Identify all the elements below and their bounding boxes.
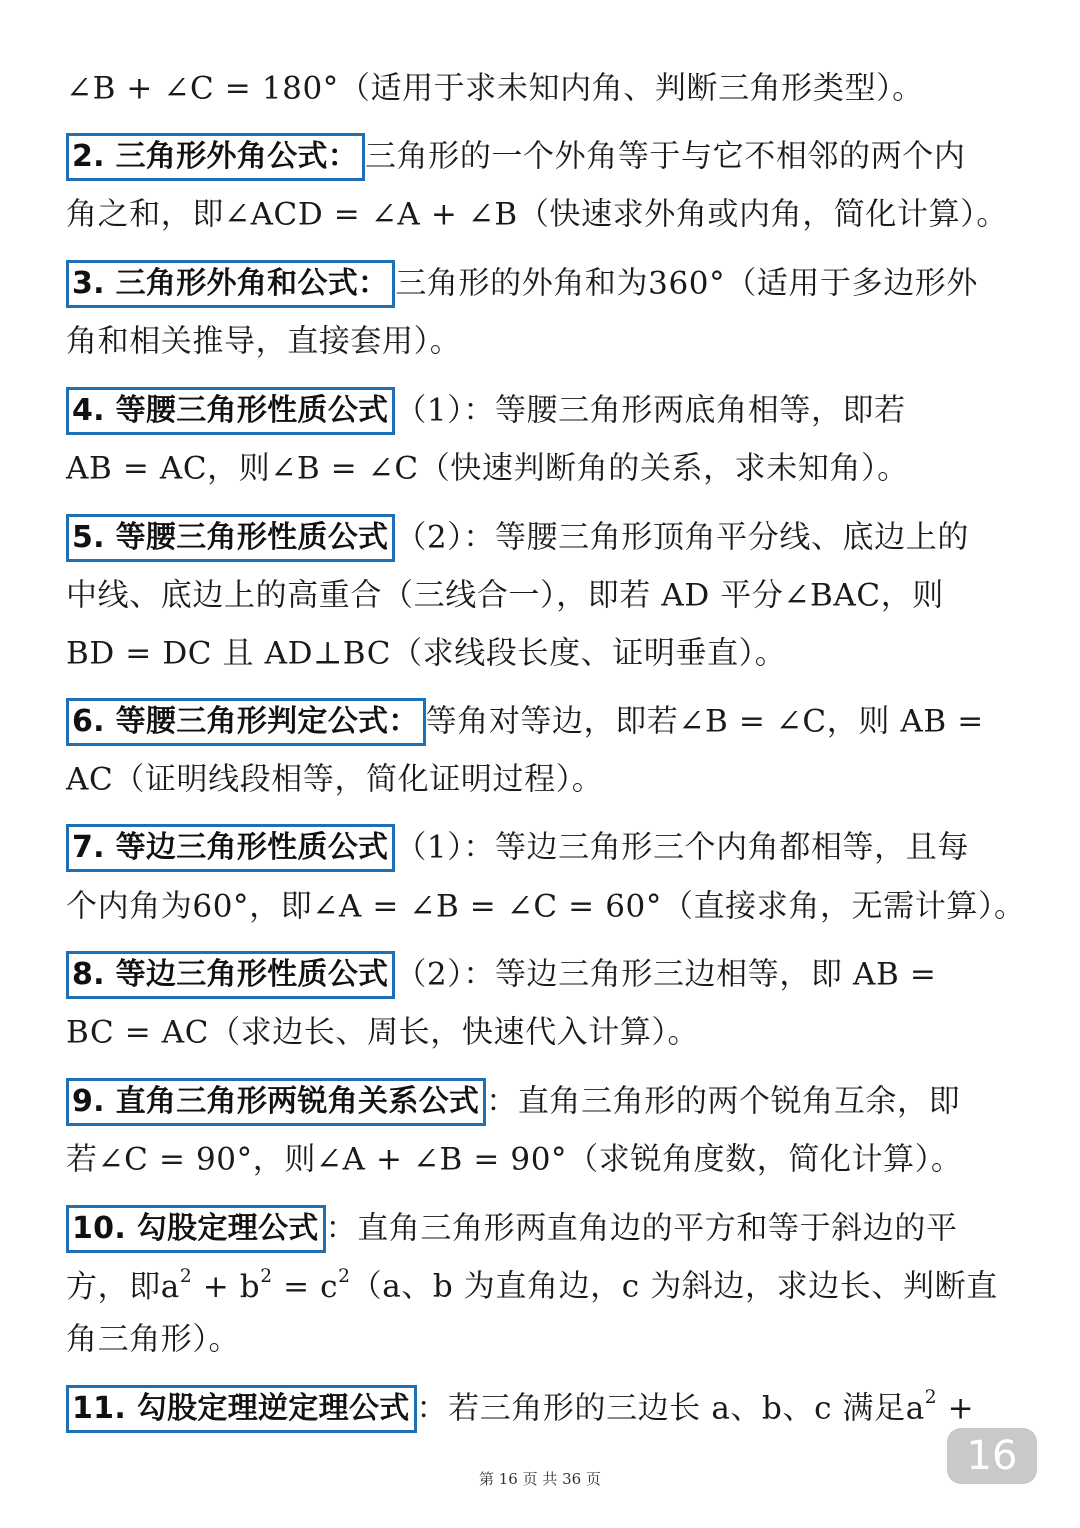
text-line	[66, 315, 1014, 365]
line-text: （a、b 为直角边，c 为斜边，求边长、判断直	[350, 1268, 998, 1305]
formula-heading: 8. 等边三角形性质公式	[66, 951, 395, 999]
line-text: 三角形的一个外角等于与它不相邻的两个内	[365, 138, 966, 175]
formula-prefix: 方，即a	[66, 1268, 180, 1305]
formula-heading: 4. 等腰三角形性质公式	[66, 387, 395, 435]
line-text: （2）：等腰三角形顶角平分线、底边上的	[395, 519, 969, 556]
line-text: 角三角形）。	[66, 1321, 241, 1358]
line-text: 个内角为60°，即∠A = ∠B = ∠C = 60°（直接求角，无需计算）。	[66, 888, 1026, 925]
text-line	[66, 62, 1014, 112]
text-line	[66, 880, 1026, 930]
line-text: （1）：等腰三角形两底角相等，即若	[395, 392, 906, 429]
line-text: 等角对等边，即若∠B = ∠C，则 AB =	[425, 703, 984, 740]
formula-heading: 5. 等腰三角形性质公式	[66, 514, 395, 562]
formula-2	[66, 130, 1014, 180]
formula-6	[66, 695, 1014, 745]
text-line	[66, 442, 1014, 492]
line-text: 角和相关推导，直接套用）。	[66, 323, 462, 360]
line-text: （2）：等边三角形三边相等，即 AB =	[395, 956, 937, 993]
formula-8	[66, 948, 1014, 998]
text-line	[66, 188, 1014, 238]
formula-heading: 2. 三角形外角公式：	[66, 133, 365, 181]
formula-11	[66, 1382, 1014, 1432]
line-text: （1）：等边三角形三个内角都相等，且每	[395, 829, 969, 866]
line-text: ∠B + ∠C = 180°（适用于求未知内角、判断三角形类型）。	[66, 70, 924, 107]
exponent: 2	[338, 1266, 351, 1288]
text-line	[66, 753, 1014, 803]
text-line	[66, 1006, 1014, 1056]
line-text: ：直角三角形的两个锐角互余，即	[486, 1083, 961, 1120]
text-line	[66, 627, 1014, 677]
formula-eq: = c	[272, 1268, 339, 1305]
formula-heading: 3. 三角形外角和公式：	[66, 260, 395, 308]
exponent: 2	[924, 1386, 938, 1408]
page-number-badge: 16	[947, 1428, 1037, 1484]
pythagoras-formula	[66, 1266, 351, 1305]
line-text: AB = AC，则∠B = ∠C（快速判断角的关系，求未知角）。	[66, 450, 909, 487]
formula-4	[66, 384, 1014, 434]
formula-5	[66, 511, 1014, 561]
line-text: 三角形的外角和为360°（适用于多边形外	[395, 265, 978, 302]
line-text: AC（证明线段相等，简化证明过程）。	[66, 761, 604, 798]
line-text: ：若三角形的三边长 a、b、c 满足a	[416, 1390, 925, 1427]
text-line	[66, 1313, 1014, 1363]
line-text: 中线、底边上的高重合（三线合一），即若 AD 平分∠BAC，则	[66, 577, 944, 614]
text-line	[66, 1260, 1014, 1310]
text-line	[66, 569, 1014, 619]
exponent: 2	[260, 1266, 273, 1288]
line-text: BD = DC 且 AD⊥BC（求线段长度、证明垂直）。	[66, 635, 787, 672]
page-footer: 第 16 页 共 36 页	[478, 1470, 601, 1488]
formula-heading: 6. 等腰三角形判定公式：	[66, 698, 426, 746]
line-text: 若∠C = 90°，则∠A + ∠B = 90°（求锐角度数，简化计算）。	[66, 1141, 963, 1178]
line-text: 角之和，即∠ACD = ∠A + ∠B（快速求外角或内角，简化计算）。	[66, 196, 1008, 233]
line-text: ：直角三角形两直角边的平方和等于斜边的平	[325, 1210, 958, 1247]
formula-7	[66, 821, 1014, 871]
formula-plus: + b	[192, 1268, 261, 1305]
line-text: BC = AC（求边长、周长，快速代入计算）。	[66, 1014, 700, 1051]
formula-heading: 11. 勾股定理逆定理公式	[66, 1385, 417, 1433]
formula-heading: 9. 直角三角形两锐角关系公式	[66, 1078, 486, 1126]
line-text: +	[937, 1390, 975, 1427]
formula-9	[66, 1075, 1014, 1125]
formula-heading: 10. 勾股定理公式	[66, 1205, 326, 1253]
text-line	[66, 1133, 1014, 1183]
exponent: 2	[179, 1266, 193, 1288]
formula-heading: 7. 等边三角形性质公式	[66, 824, 395, 872]
formula-3	[66, 257, 1014, 307]
formula-10	[66, 1202, 1014, 1252]
